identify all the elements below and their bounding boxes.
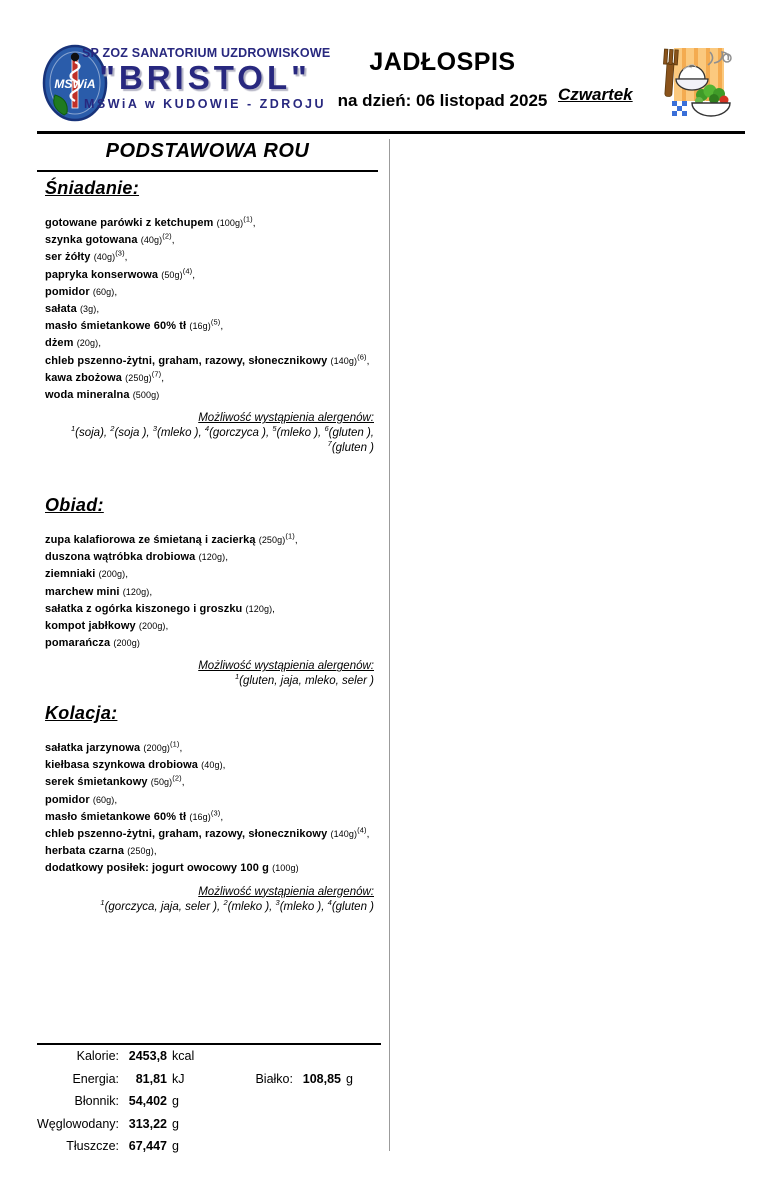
meal-heading: Śniadanie: [45, 178, 140, 198]
item-separator: , [220, 321, 224, 333]
item-amount: (120g) [198, 552, 226, 563]
allergen-number: 2 [223, 897, 228, 907]
allergen-header-text: Możliwość wystąpienia alergenów: [198, 885, 374, 898]
menu-item [45, 757, 378, 774]
item-name: pomidor [45, 285, 93, 298]
allergen-block [45, 408, 378, 456]
item-amount: (100g) [216, 218, 244, 228]
header-rule [37, 131, 745, 134]
nutrition-unit: kcal [172, 1049, 195, 1063]
nutrition-value: 81,81 [135, 1071, 167, 1086]
nutrition-label: Błonnik: [74, 1094, 119, 1109]
nutrition-unit: g [172, 1116, 179, 1131]
allergen-list: $^1$(soja), $^2$(soja ), $^3$(mleko ), $^4$(gorczyca ), $^5$(mleko ), $^6$(gluten ), $^7$(gluten ) [70, 424, 374, 455]
item-name: sałatka jarzynowa [45, 742, 144, 754]
allergen-header [45, 882, 374, 900]
nutrition-row [37, 1094, 381, 1117]
nutrition-row [37, 1072, 381, 1095]
item-name: chleb pszenno-żytni, graham, razowy, słonecznikowy [45, 828, 331, 841]
item-amount: (60g) [92, 794, 115, 805]
menu-item [45, 370, 378, 387]
item-name: ser żółty [45, 251, 94, 264]
item-separator: , [366, 355, 370, 367]
item-separator: , [124, 252, 128, 264]
item-name: kiełbasa szynkowa drobiowa [45, 759, 202, 772]
nutrition-label: Białko: [255, 1071, 293, 1086]
allergen-list: $^1$(gluten, jaja, mleko, seler ) [234, 672, 374, 688]
document-title: JADŁOSPIS [369, 48, 516, 76]
item-amount: (200g) [143, 743, 171, 753]
allergen-number: 2 [110, 424, 115, 434]
meal-section-2 [45, 495, 378, 689]
nutrition-unit: g [346, 1071, 353, 1086]
item-name: gotowane parówki z ketchupem [45, 217, 217, 229]
item-name: pomidor [45, 793, 93, 806]
item-name: dodatkowy posiłek: jogurt owocowy 100 g [45, 862, 273, 875]
menu-item [45, 740, 378, 757]
item-separator: , [181, 777, 185, 789]
item-separator: , [294, 535, 298, 546]
meal-section-3 [45, 703, 378, 915]
item-allergen-ref: (3) [210, 808, 221, 818]
menu-item [45, 809, 378, 826]
item-amount: (200g) [98, 569, 126, 580]
allergen-number: 4 [327, 897, 332, 907]
item-allergen-ref: (4) [182, 265, 193, 275]
menu-item [45, 792, 378, 809]
weekday-label: Czwartek [558, 85, 633, 104]
item-separator: , [220, 811, 224, 823]
item-name: kompot jabłkowy [45, 620, 139, 633]
nutrition-value: 313,22 [128, 1116, 167, 1131]
item-allergen-ref: (2) [162, 231, 172, 241]
nutrition-label: Tłuszcze: [66, 1139, 119, 1154]
meal-heading: Kolacja: [45, 703, 118, 723]
allergen-block [45, 882, 378, 915]
item-separator: , [171, 235, 175, 247]
menu-item [45, 584, 378, 601]
item-amount: (120g) [122, 586, 150, 597]
menu-item [45, 318, 378, 335]
item-separator: , [225, 552, 229, 564]
menu-date: na dzień: 06 listopad 2025 [337, 91, 548, 110]
item-name: duszona wątróbka drobiowa [45, 551, 199, 564]
item-amount: (140g) [330, 355, 358, 366]
org-line1: SP ZOZ SANATORIUM UZDROWISKOWE [82, 46, 331, 60]
item-name: sałata [45, 303, 80, 316]
meal-heading: Obiad: [45, 495, 104, 515]
allergen-number: 1 [100, 897, 105, 907]
org-line2: MSWiA w KUDOWIE - ZDROJU [83, 96, 327, 111]
diet-title-rule [37, 170, 378, 172]
item-separator: , [366, 829, 370, 841]
column-divider [389, 139, 390, 1151]
nutrition-unit: g [172, 1139, 179, 1154]
item-allergen-ref: (7) [151, 369, 162, 379]
item-amount: (120g) [245, 603, 273, 614]
item-allergen-ref: (1) [285, 531, 295, 541]
item-amount: (60g) [92, 286, 115, 297]
item-separator: , [149, 586, 153, 598]
nutrition-extra [225, 1072, 353, 1086]
item-amount: (3g) [79, 304, 97, 315]
item-name: serek śmietankowy [45, 776, 151, 789]
item-allergen-ref: (5) [210, 317, 221, 327]
menu-item [45, 774, 378, 791]
item-amount: (40g) [201, 760, 223, 771]
item-amount: (20g) [76, 338, 99, 349]
item-name: szynka gotowana [45, 234, 141, 247]
title-block [330, 48, 555, 111]
item-separator: , [272, 603, 276, 615]
item-name: chleb pszenno-żytni, graham, razowy, słonecznikowy [45, 354, 331, 367]
item-allergen-ref: (1) [243, 214, 253, 224]
item-separator: , [192, 269, 196, 281]
menu-item [45, 549, 378, 566]
menu-item [45, 566, 378, 583]
item-name: ziemniaki [45, 568, 99, 581]
menu-item [45, 843, 378, 860]
nutrition-row [37, 1117, 381, 1140]
allergen-number: 3 [275, 897, 280, 907]
nutrition-unit: g [172, 1094, 179, 1109]
nutrition-value: 108,85 [302, 1071, 341, 1086]
item-separator: , [165, 621, 169, 633]
menu-item [45, 232, 378, 249]
allergen-header-text: Możliwość wystąpienia alergenów: [198, 412, 374, 425]
nutrition-label: Węglowodany: [37, 1116, 119, 1131]
item-allergen-ref: (6) [357, 351, 367, 361]
meal-section-1 [45, 178, 378, 456]
item-amount: (500g) [132, 390, 160, 401]
menu-item [45, 267, 378, 284]
item-separator: , [114, 286, 118, 298]
item-amount: (50g) [161, 269, 183, 280]
item-allergen-ref: (3) [115, 248, 125, 258]
item-amount: (140g) [330, 829, 358, 840]
nutrition-label: Energia: [72, 1071, 119, 1086]
menu-item [45, 353, 378, 370]
item-amount: (16g) [189, 321, 211, 332]
menu-item [45, 215, 378, 232]
item-amount: (40g) [93, 252, 116, 263]
item-name: sałatka z ogórka kiszonego i groszku [45, 602, 246, 615]
item-name: marchew mini [45, 585, 123, 598]
item-amount: (250g) [125, 372, 152, 383]
menu-item [45, 301, 378, 318]
item-name: papryka konserwowa [45, 268, 162, 281]
item-amount: (200g) [113, 638, 140, 649]
menu-item [45, 826, 378, 843]
brand-block [82, 46, 331, 111]
item-name: masło śmietankowe 60% tł [45, 320, 190, 333]
diet-title: PODSTAWOWA ROU [105, 140, 310, 162]
item-allergen-ref: (1) [170, 739, 180, 749]
nutrition-row [37, 1049, 381, 1072]
item-separator: , [125, 569, 129, 581]
nutrition-label: Kalorie: [76, 1049, 119, 1063]
menu-item [45, 532, 378, 549]
item-amount: (100g) [272, 863, 299, 874]
food-bowls-icon [652, 45, 740, 123]
item-name: masło śmietankowe 60% tł [45, 810, 190, 823]
menu-item [45, 335, 378, 352]
allergen-header-text: Możliwość wystąpienia alergenów: [198, 660, 374, 673]
nutrition-value: 2453,8 [128, 1049, 167, 1063]
allergen-header [45, 656, 374, 674]
item-amount: (200g) [138, 621, 166, 632]
logo-text: MSWiA [54, 77, 96, 91]
item-name: pomarańcza [45, 637, 114, 650]
allergen-list: $^1$(gorczyca, jaja, seler ), $^2$(mleko ), $^3$(mleko ), $^4$(gluten ) [100, 897, 374, 913]
nutrition-summary [37, 1049, 381, 1162]
menu-item [45, 860, 378, 876]
item-separator: , [114, 794, 118, 806]
allergen-number: 5 [272, 424, 277, 434]
item-allergen-ref: (4) [357, 825, 367, 835]
item-name: zupa kalafiorowa ze śmietaną i zacierką [45, 534, 259, 546]
item-amount: (50g) [150, 777, 173, 788]
org-name: "BRISTOL" [99, 59, 311, 96]
item-name: dżem [45, 337, 77, 350]
menu-item [45, 635, 378, 651]
item-name: herbata czarna [45, 845, 128, 858]
item-amount: (40g) [140, 235, 163, 246]
menu-item [45, 618, 378, 635]
allergen-number: 1 [234, 672, 240, 682]
item-separator: , [252, 218, 256, 229]
item-separator: , [179, 743, 183, 754]
item-separator: , [96, 304, 100, 316]
allergen-block [45, 656, 378, 689]
item-separator: , [98, 338, 102, 350]
item-name: kawa zbożowa [45, 371, 126, 384]
menu-item [45, 249, 378, 266]
item-amount: (16g) [189, 811, 211, 822]
allergen-number: 1 [70, 424, 76, 434]
allergen-number: 7 [327, 439, 332, 449]
item-separator: , [153, 846, 157, 858]
menu-item [45, 387, 378, 403]
allergen-number: 3 [152, 424, 157, 434]
item-allergen-ref: (2) [172, 773, 182, 783]
nutrition-value: 67,447 [128, 1139, 167, 1154]
nutrition-rule [37, 1043, 381, 1045]
nutrition-unit: kJ [172, 1071, 185, 1086]
item-name: woda mineralna [45, 389, 133, 402]
item-separator: , [161, 372, 165, 384]
menu-item [45, 601, 378, 618]
nutrition-value: 54,402 [128, 1094, 167, 1109]
nutrition-row [37, 1139, 381, 1162]
allergen-number: 4 [204, 424, 210, 434]
item-separator: , [222, 760, 226, 772]
item-amount: (250g) [127, 846, 154, 857]
allergen-number: 6 [324, 424, 329, 434]
menu-item [45, 284, 378, 301]
item-amount: (250g) [258, 535, 286, 545]
